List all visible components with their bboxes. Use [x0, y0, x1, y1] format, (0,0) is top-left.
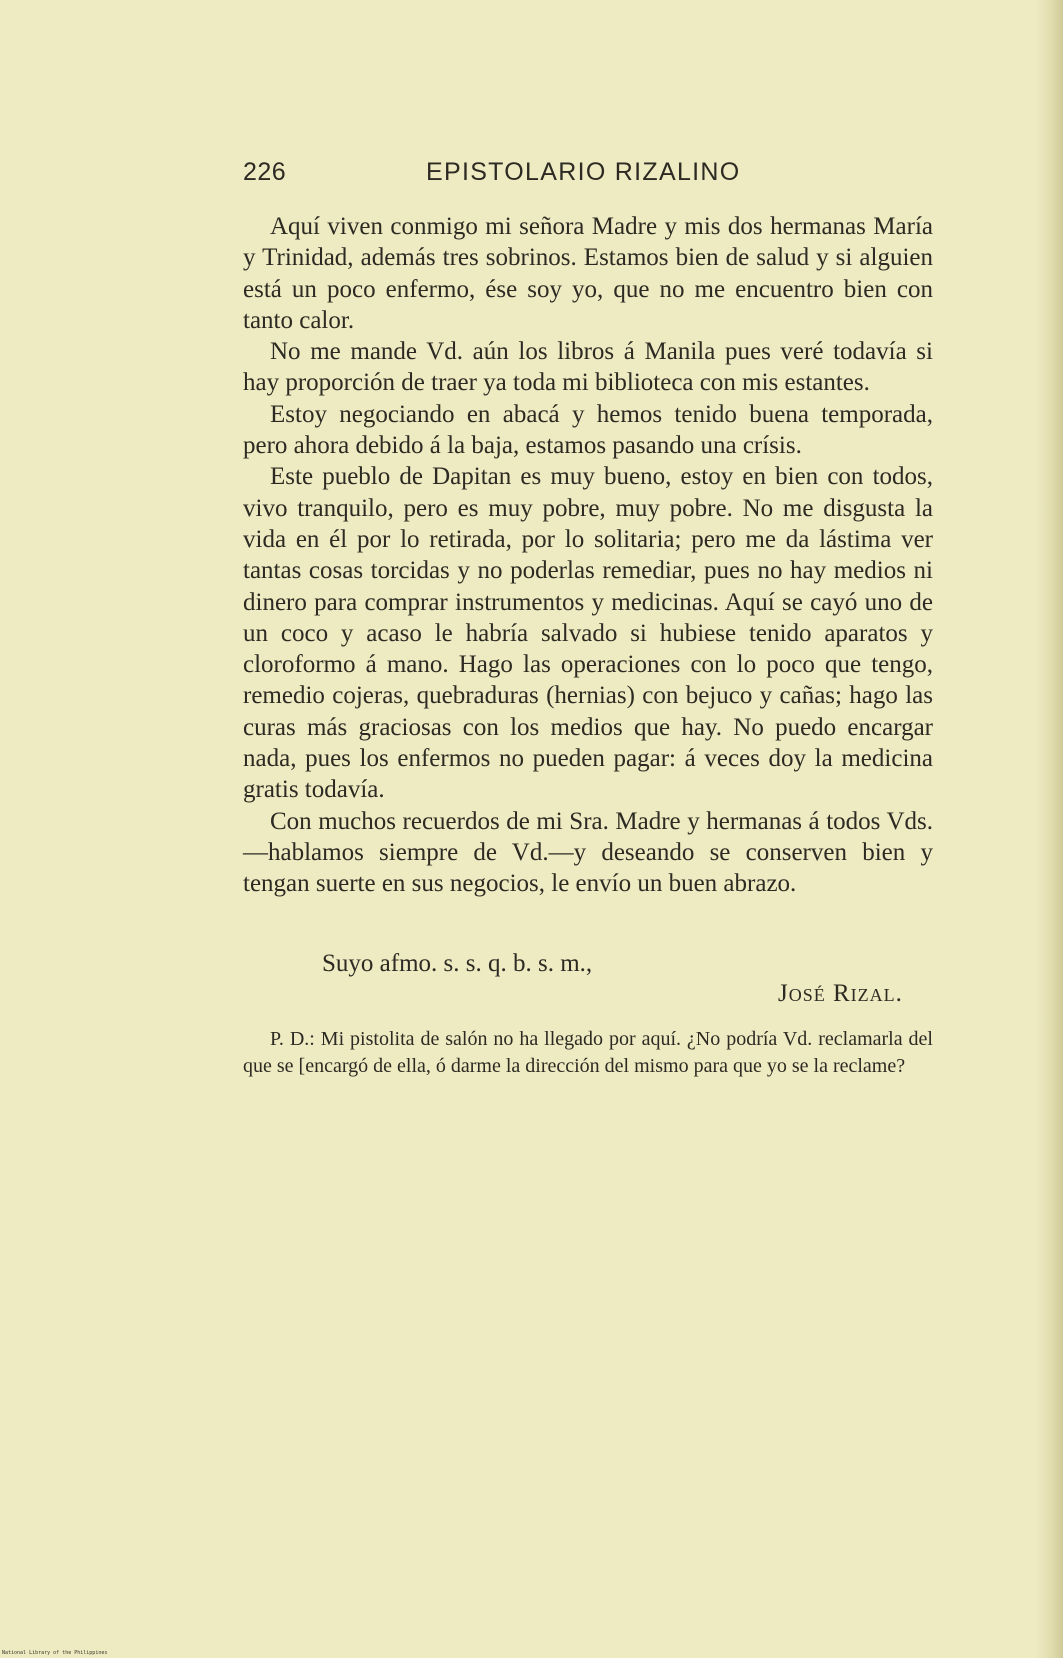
- closing-formula: Suyo afmo. s. s. q. b. s. m.,: [322, 950, 593, 977]
- paragraph-family: Aquí viven conmigo mi señora Madre y mis dos hermanas María y Trinidad, además tres sobrinos. Estamos bien de salud y si alguien está un poco enfermo, ése soy yo, que no me encuentro bien con tanto calor.: [243, 213, 933, 334]
- paragraph-abaca: Estoy negociando en abacá y hemos tenido buena temporada, pero ahora debido á la baja, estamos pasando una crísis.: [243, 400, 933, 460]
- page-number: 226: [243, 158, 287, 186]
- postscript-text: P. D.: Mi pistolita de salón no ha llegado por aquí. ¿No podría Vd. reclamarla del que se [encargó de ella, ó darme la dirección del mismo para que yo se la reclame?: [243, 1028, 933, 1077]
- paragraph-dapitan: Este pueblo de Dapitan es muy bueno, estoy en bien con todos, vivo tranquilo, pero es muy pobre, muy pobre. No me disgusta la vida en él por lo retirada, por lo solitaria; pero me da lástima ver tantas cosas torcidas y no poderlas remediar, pues no hay medios ni dinero para comprar instrumentos y medicinas. Aquí se cayó uno de un coco y acaso le habría salvado si hubiese tenido aparatos y cloroformo á mano. Hago las operaciones con lo poco que tengo, remedio cojeras, quebraduras (hernias) con bejuco y cañas; hago las curas más graciosas con los medios que hay. No puedo encargar nada, pues los enfermos no pueden pagar: á veces doy la medicina gratis todavía.: [243, 463, 933, 804]
- page-edge-shadow: [1035, 0, 1063, 1658]
- letter-body: [243, 211, 933, 900]
- paragraph-books: No me mande Vd. aún los libros á Manila pues veré todavía si hay proporción de traer ya toda mi biblioteca con mis estantes.: [243, 338, 933, 397]
- postscript: [243, 1026, 933, 1080]
- page-header: [243, 158, 933, 194]
- library-credit: National Library of the Philippines: [2, 1650, 108, 1656]
- signature: José Rizal.: [778, 980, 903, 1007]
- running-title: EPISTOLARIO RIZALINO: [426, 158, 741, 186]
- paragraph-farewell: Con muchos recuerdos de mi Sra. Madre y hermanas á todos Vds.—hablamos siempre de Vd.—y deseando se conserven bien y tengan suerte en sus negocios, le envío un buen abrazo.: [243, 807, 933, 898]
